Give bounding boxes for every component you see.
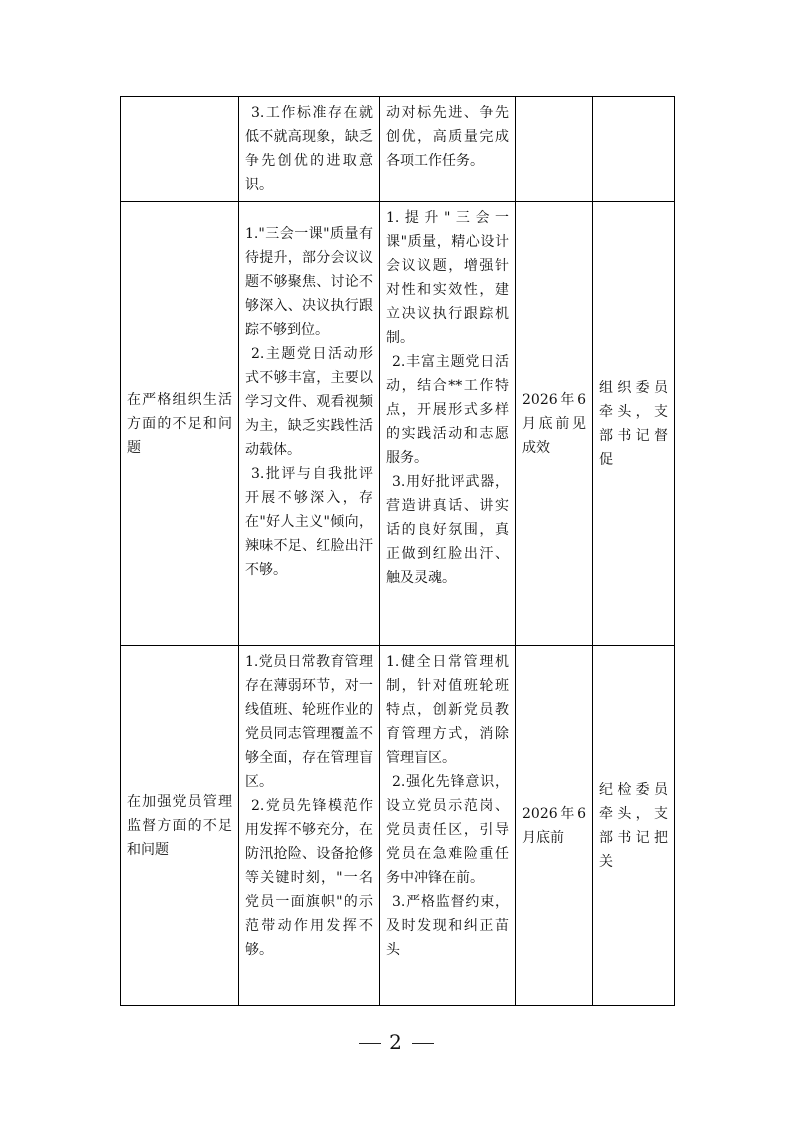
category-text: 在加强党员管理监督方面的不足和问题	[127, 793, 232, 858]
category-cell	[121, 202, 239, 646]
deadline-cell	[516, 202, 593, 646]
measure-item: 3.严格监督约束，及时发现和纠正苗头	[386, 894, 509, 958]
owner-cell	[593, 97, 675, 202]
measure-item: 2.强化先锋意识，设立党员示范岗、党员责任区，引导党员在急难险重任务中冲锋在前。	[386, 774, 509, 886]
table-row	[121, 202, 675, 646]
problem-item: 1.党员日常教育管理存在薄弱环节，对一线值班、轮班作业的党员同志管理覆盖不够全面，存在管理盲区。	[245, 654, 373, 790]
footer-dash-left	[359, 1043, 381, 1044]
measure-item: 3.用好批评武器，营造讲真话、讲实话的良好氛围，真正做到红脸出汗、触及灵魂。	[386, 474, 509, 586]
category-cell	[121, 646, 239, 1006]
problem-item: 1."三会一课"质量有待提升，部分会议议题不够聚焦、讨论不够深入、决议执行跟踪不够到位。	[245, 226, 373, 338]
rectification-table	[120, 96, 675, 1006]
footer-dash-right	[412, 1043, 434, 1044]
problem-item: 2.主题党日活动形式不够丰富，主要以学习文件、观看视频为主，缺乏实践性活动载体。	[245, 346, 373, 458]
problem-item: 2.党员先锋模范作用发挥不够充分，在防汛抢险、设备抢修等关键时刻，"一名党员一面旗帜"的示范带动作用发挥不够。	[245, 798, 373, 958]
problem-item: 3.工作标准存在就低不就高现象，缺乏争先创优的进取意识。	[245, 105, 373, 193]
page-number: 2	[389, 1030, 404, 1054]
page-footer	[0, 1030, 793, 1054]
problem-item: 3.批评与自我批评开展不够深入，存在"好人主义"倾向，辣味不足、红脸出汗不够。	[245, 466, 373, 578]
measures-cell	[380, 202, 516, 646]
owner-cell	[593, 646, 675, 1006]
problems-cell	[239, 97, 380, 202]
table-row	[121, 97, 675, 202]
measures-cell	[380, 646, 516, 1006]
category-text: 在严格组织生活方面的不足和问题	[127, 391, 232, 456]
measure-item: 动对标先进、争先创优，高质量完成各项工作任务。	[386, 105, 509, 169]
deadline-cell	[516, 646, 593, 1006]
owner-cell	[593, 202, 675, 646]
measures-cell	[380, 97, 516, 202]
deadline-text: 2026年6月底前	[522, 805, 586, 846]
owner-text: 纪检委员牵头，支部书记把关	[599, 781, 668, 870]
deadline-text: 2026年6月底前见成效	[522, 391, 586, 456]
measure-item: 2.丰富主题党日活动，结合**工作特点，开展形式多样的实践活动和志愿服务。	[386, 354, 509, 466]
owner-text: 组织委员牵头，支部书记督促	[599, 379, 668, 468]
deadline-cell	[516, 97, 593, 202]
measure-item: 1.提升"三会一课"质量，精心设计会议议题，增强针对性和实效性，建立决议执行跟踪机制。	[386, 210, 509, 346]
table-row	[121, 646, 675, 1006]
problems-cell	[239, 646, 380, 1006]
problems-cell	[239, 202, 380, 646]
measure-item: 1.健全日常管理机制，针对值班轮班特点，创新党员教育管理方式，消除管理盲区。	[386, 654, 509, 766]
category-cell	[121, 97, 239, 202]
